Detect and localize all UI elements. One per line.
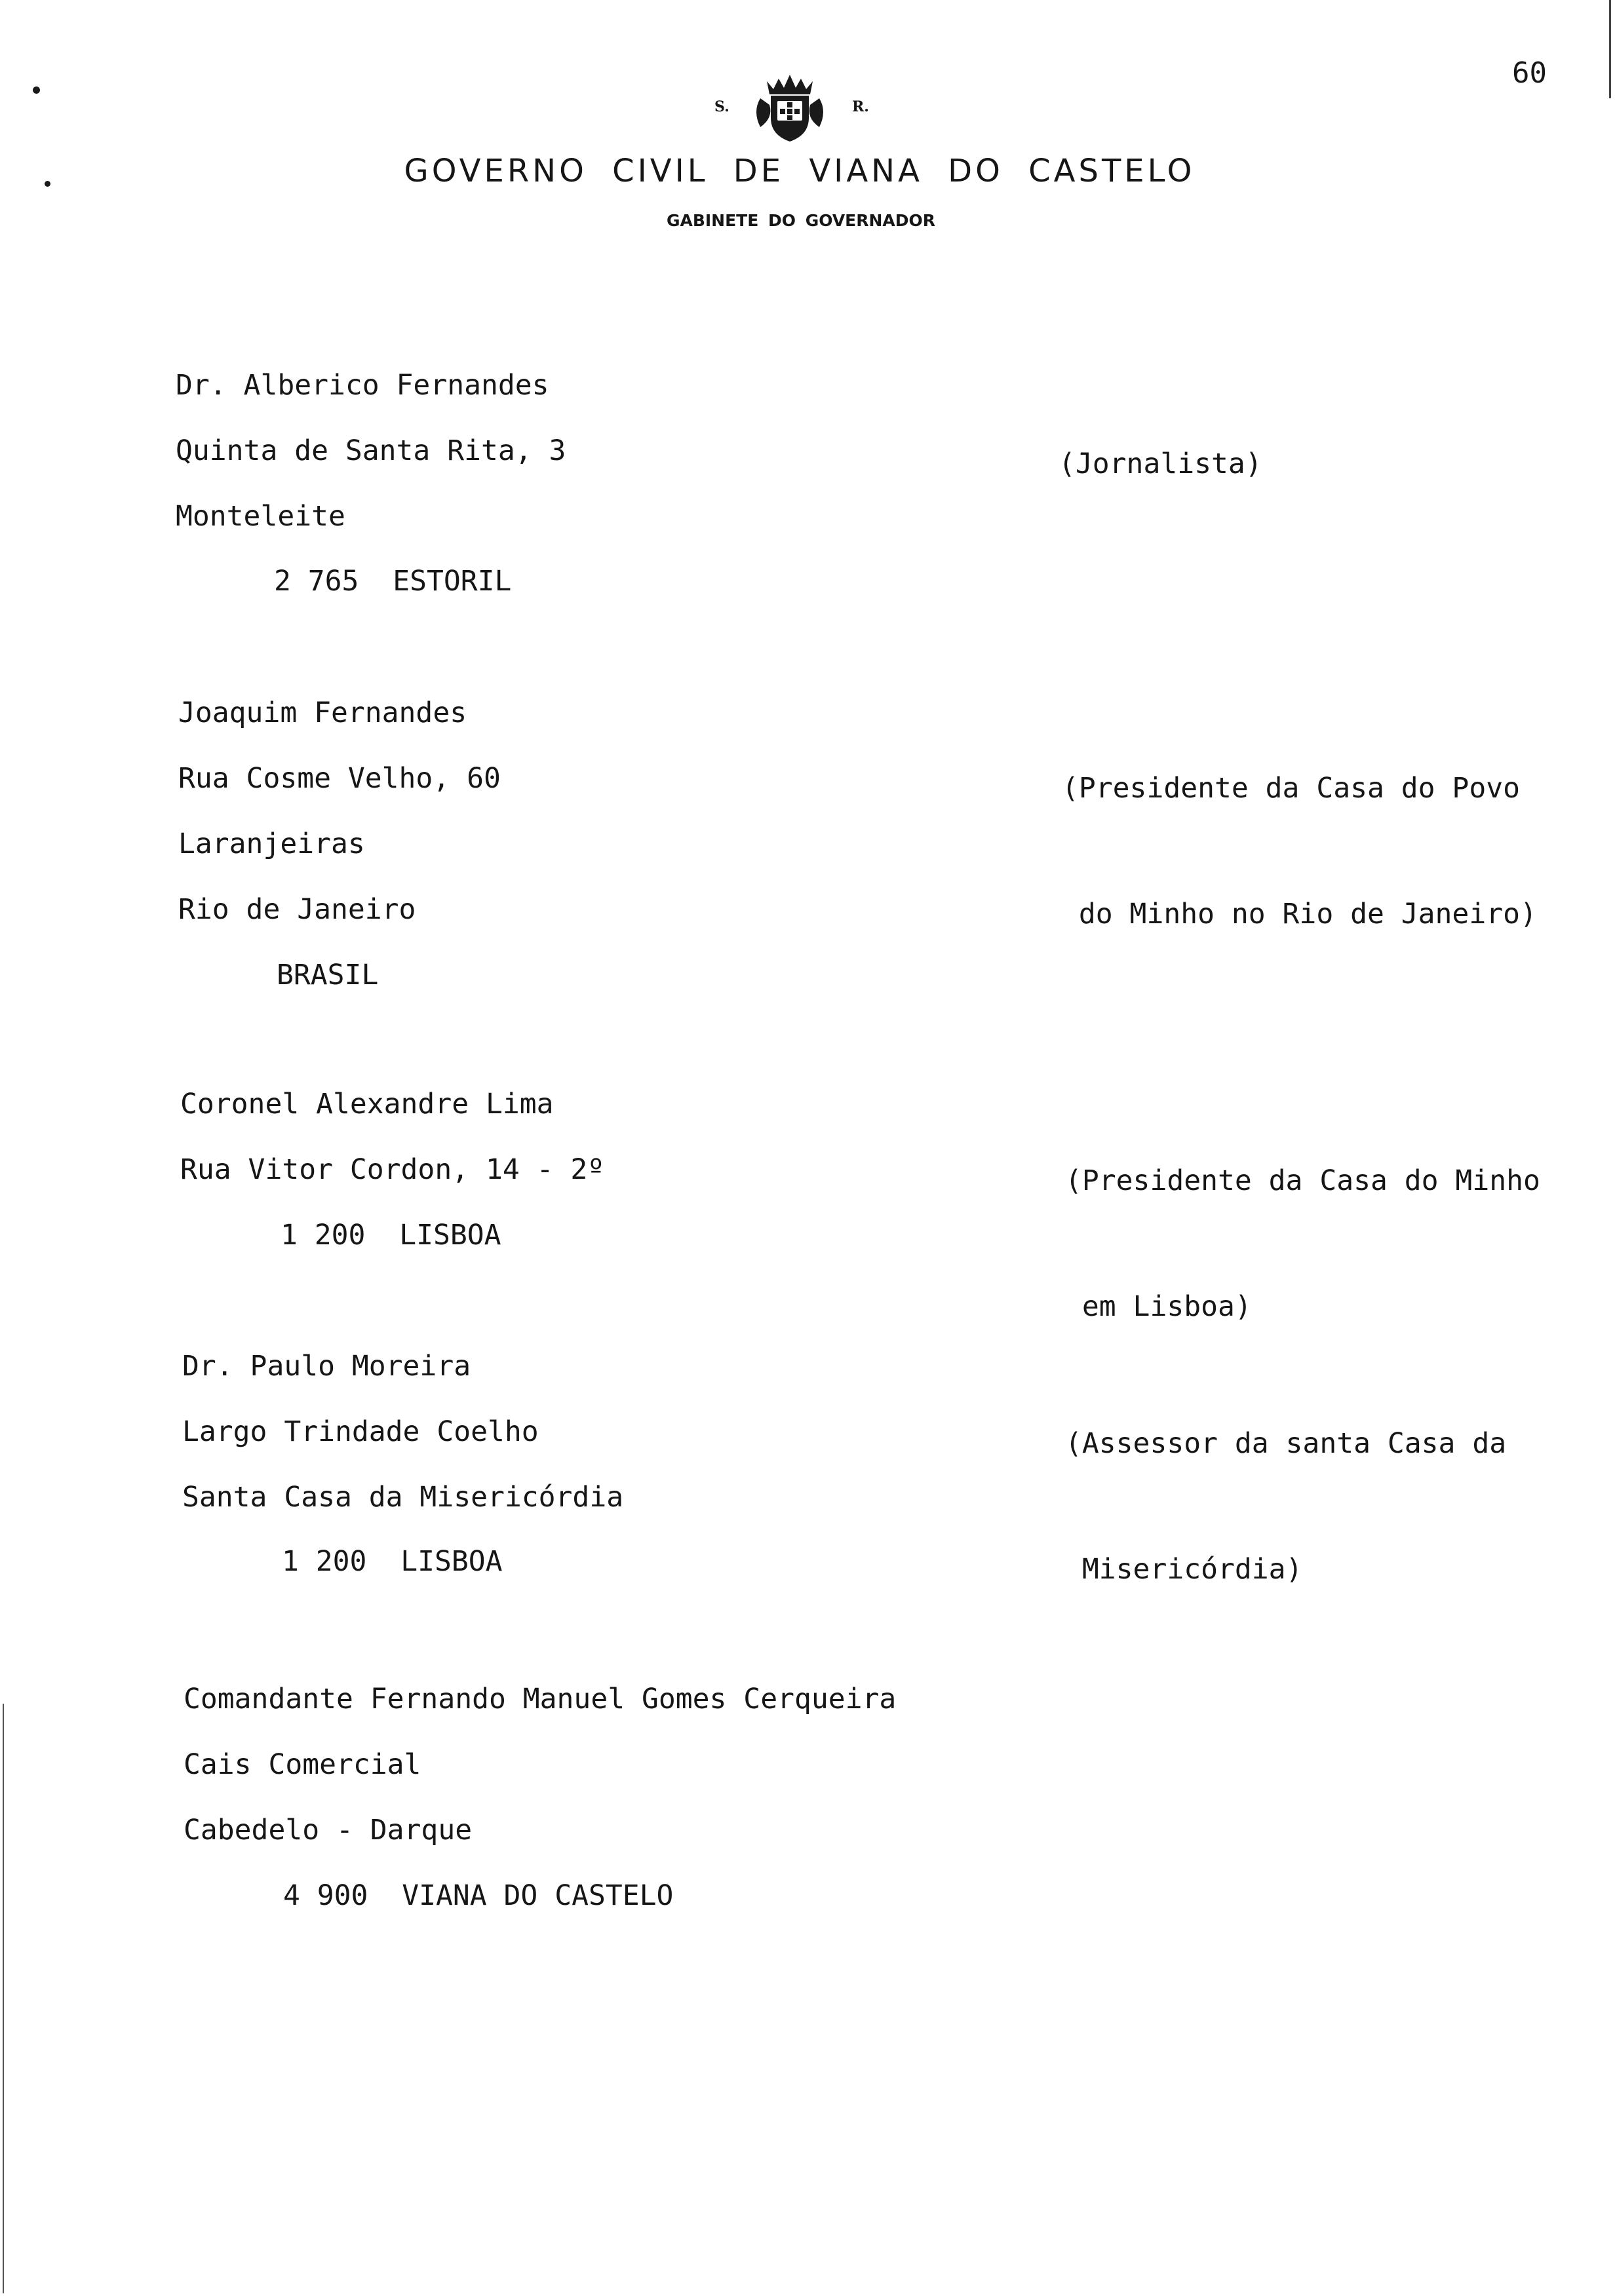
role-line: Misericórdia): [1065, 1553, 1303, 1586]
postal-line: BRASIL: [277, 959, 379, 991]
address-line: Rio de Janeiro: [178, 893, 416, 926]
recipient-role: [1062, 683, 1537, 1019]
postal-line: 2 765 ESTORIL: [274, 565, 512, 598]
recipient-role: [1059, 359, 1262, 569]
address-line: Laranjeiras: [178, 828, 365, 860]
office-title: GOVERNO CIVIL DE VIANA DO CASTELO: [404, 153, 1196, 189]
address-line: Monteleite: [176, 500, 345, 533]
role-line: em Lisboa): [1065, 1290, 1252, 1323]
postal-line: 1 200 LISBOA: [282, 1545, 503, 1578]
address-line: Quinta de Santa Rita, 3: [176, 434, 566, 467]
scan-edge-right: [1609, 0, 1611, 98]
recipient-name: Dr. Alberico Fernandes: [176, 369, 549, 402]
recipient-role: [1065, 1339, 1506, 1674]
role-line: do Minho no Rio de Janeiro): [1062, 898, 1537, 930]
address-line: Santa Casa da Misericórdia: [182, 1481, 624, 1514]
role-line: (Jornalista): [1059, 448, 1262, 480]
recipient-name: Coronel Alexandre Lima: [180, 1088, 554, 1120]
office-subtitle: GABINETE DO GOVERNADOR: [666, 211, 936, 230]
postal-line: 1 200 LISBOA: [281, 1219, 501, 1252]
seal-letter-right: R.: [852, 98, 869, 115]
address-line: Cabedelo - Darque: [184, 1814, 473, 1846]
scan-speck: [33, 86, 40, 94]
postal-line: 4 900 VIANA DO CASTELO: [283, 1879, 674, 1912]
recipient-name: Comandante Fernando Manuel Gomes Cerqueira: [184, 1683, 897, 1715]
scan-edge-left: [3, 1704, 4, 2293]
address-line: Rua Cosme Velho, 60: [178, 762, 501, 795]
recipient-name: Dr. Paulo Moreira: [182, 1350, 471, 1383]
page-number: 60: [1512, 56, 1547, 90]
role-line: (Assessor da santa Casa da: [1065, 1427, 1507, 1460]
address-line: Largo Trindade Coelho: [182, 1415, 539, 1448]
role-line: (Presidente da Casa do Minho: [1065, 1164, 1540, 1197]
address-line: Rua Vitor Cordon, 14 - 2º: [180, 1153, 605, 1186]
seal-letter-left: S.: [714, 98, 730, 115]
coat-of-arms-icon: [741, 72, 839, 144]
address-line: Cais Comercial: [184, 1748, 421, 1781]
role-line: (Presidente da Casa do Povo: [1062, 772, 1520, 805]
recipient-name: Joaquim Fernandes: [178, 697, 467, 729]
